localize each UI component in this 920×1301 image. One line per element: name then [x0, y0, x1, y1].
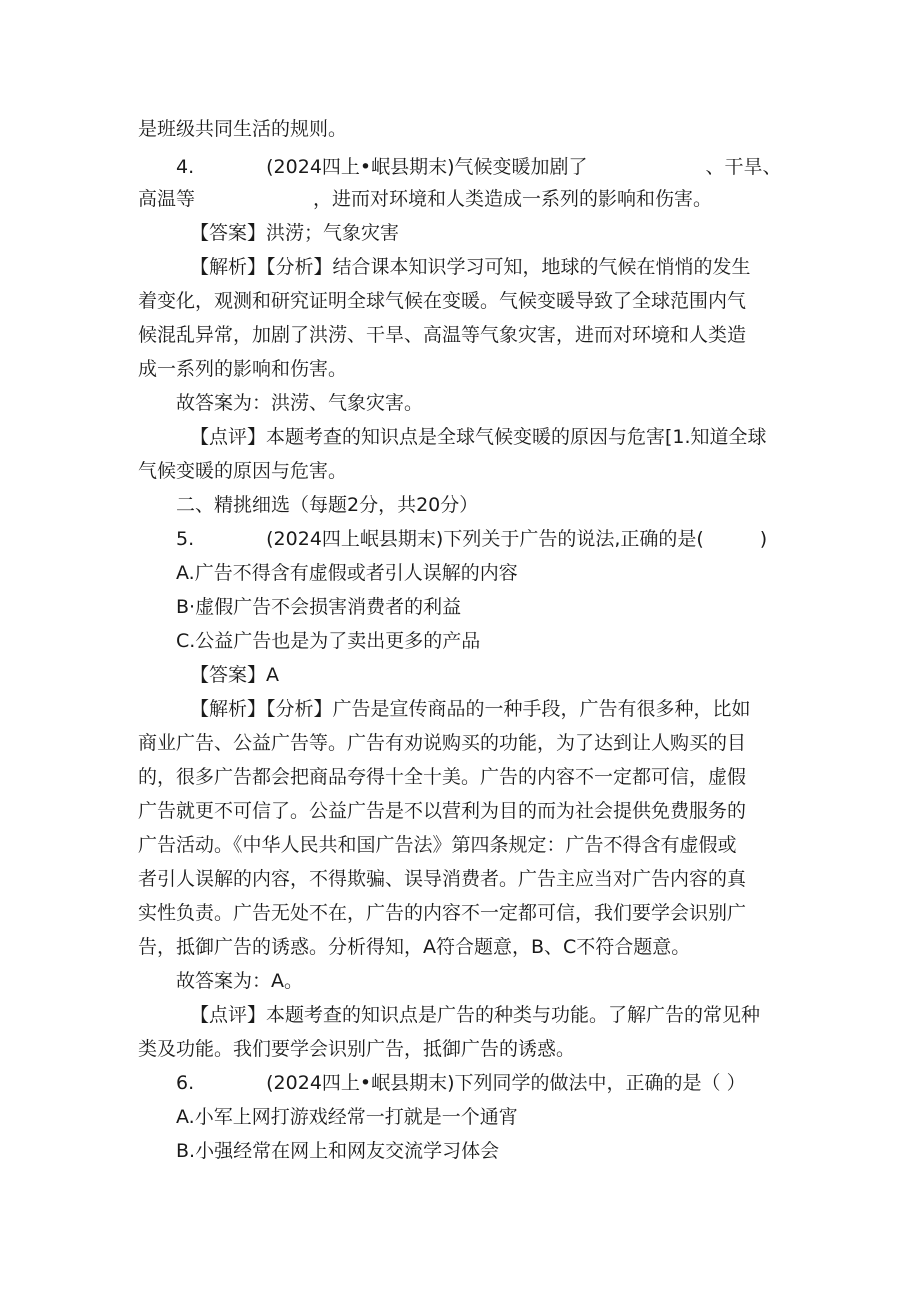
q6-stem-line [176, 1070, 746, 1096]
q5-analysis-line-1: 【解析】【分析】广告是宣传商品的一种手段，广告有很多种，比如 [190, 698, 751, 720]
q5-option-b: B·虚假广告不会损害消费者的利益 [176, 596, 462, 618]
q6-number: 6. [176, 1072, 195, 1094]
q5-analysis-line-7: 实性负责。广告无处不在，广告的内容不一定都可信，我们要学会识别广 [138, 902, 747, 924]
q4-stem-line-2 [138, 186, 712, 212]
q5-option-a: A.广告不得含有虚假或者引人误解的内容 [176, 562, 518, 584]
q5-answer: 【答案】A [190, 664, 279, 686]
q5-analysis-line-8: 告，抵御广告的诱惑。分析得知，A符合题意，B、C不符合题意。 [138, 936, 691, 958]
q5-analysis-line-6: 者引人误解的内容，不得欺骗、误导消费者。广告主应当对广告内容的真 [138, 868, 747, 890]
q4-stem-part-b: 、干旱、 [705, 156, 782, 178]
q5-source: (2024四上岷县期末 [266, 528, 436, 550]
q4-analysis-line-4: 成一系列的影响和伤害。 [138, 358, 348, 380]
q4-answer: 【答案】洪涝；气象灾害 [190, 222, 400, 244]
q5-number: 5. [176, 528, 195, 550]
q4-conclusion: 故答案为：洪涝、气象灾害。 [176, 392, 424, 414]
q5-stem-end: ) [759, 528, 768, 550]
q4-stem-part-d: ，进而对环境和人类造成一系列的影响和伤害。 [313, 188, 713, 210]
q3-tail-text: 是班级共同生活的规则。 [138, 118, 348, 140]
q4-analysis-line-1: 【解析】【分析】结合课本知识学习可知，地球的气候在悄悄的发生 [190, 256, 751, 278]
q6-option-b: B.小强经常在网上和网友交流学习体会 [176, 1140, 500, 1162]
q4-analysis-line-3: 候混乱异常，加剧了洪涝、干旱、高温等气象灾害，进而对环境和人类造 [138, 324, 747, 346]
q6-source: (2024四上•岷县期末) [266, 1072, 455, 1094]
q4-number: 4. [176, 156, 195, 178]
q5-option-c: C.公益广告也是为了卖出更多的产品 [176, 630, 481, 652]
q5-analysis-line-5: 广告活动。《中华人民共和国广告法》第四条规定：广告不得含有虚假或 [138, 834, 737, 856]
q5-analysis-line-3: 的，很多广告都会把商品夸得十全十美。广告的内容不一定都可信，虚假 [138, 766, 747, 788]
q5-comment-line-2: 类及功能。我们要学会识别广告，抵御广告的诱惑。 [138, 1038, 576, 1060]
q4-comment-line-2: 气候变暖的原因与危害。 [138, 460, 348, 482]
q4-comment-line-1: 【点评】本题考查的知识点是全球气候变暖的原因与危害[1.知道全球 [190, 426, 767, 448]
q4-stem-part-c: 高温等 [138, 188, 196, 210]
section-heading: 二、精挑细选（每题2分，共20分） [176, 494, 479, 516]
q5-stem: )下列关于广告的说法,正确的是( [435, 528, 704, 550]
q4-stem-line-1 [176, 154, 782, 180]
q4-source: (2024四上•岷县期末) [266, 156, 455, 178]
q5-comment-line-1: 【点评】本题考查的知识点是广告的种类与功能。了解广告的常见种 [190, 1004, 761, 1026]
q4-stem-part-a: 气候变暖加剧了 [454, 156, 588, 178]
q5-stem-line [176, 526, 767, 552]
q6-stem: 下列同学的做法中，正确的是（ ） [454, 1072, 746, 1094]
q6-option-a: A.小军上网打游戏经常一打就是一个通宵 [176, 1106, 518, 1128]
q5-analysis-line-4: 广告就更不可信了。公益广告是不以营利为目的而为社会提供免费服务的 [138, 800, 747, 822]
q5-conclusion: 故答案为：A。 [176, 970, 303, 992]
q4-analysis-line-2: 着变化，观测和研究证明全球气候在变暖。气候变暖导致了全球范围内气 [138, 290, 747, 312]
q5-analysis-line-2: 商业广告、公益广告等。广告有劝说购买的功能，为了达到让人购买的目 [138, 732, 747, 754]
